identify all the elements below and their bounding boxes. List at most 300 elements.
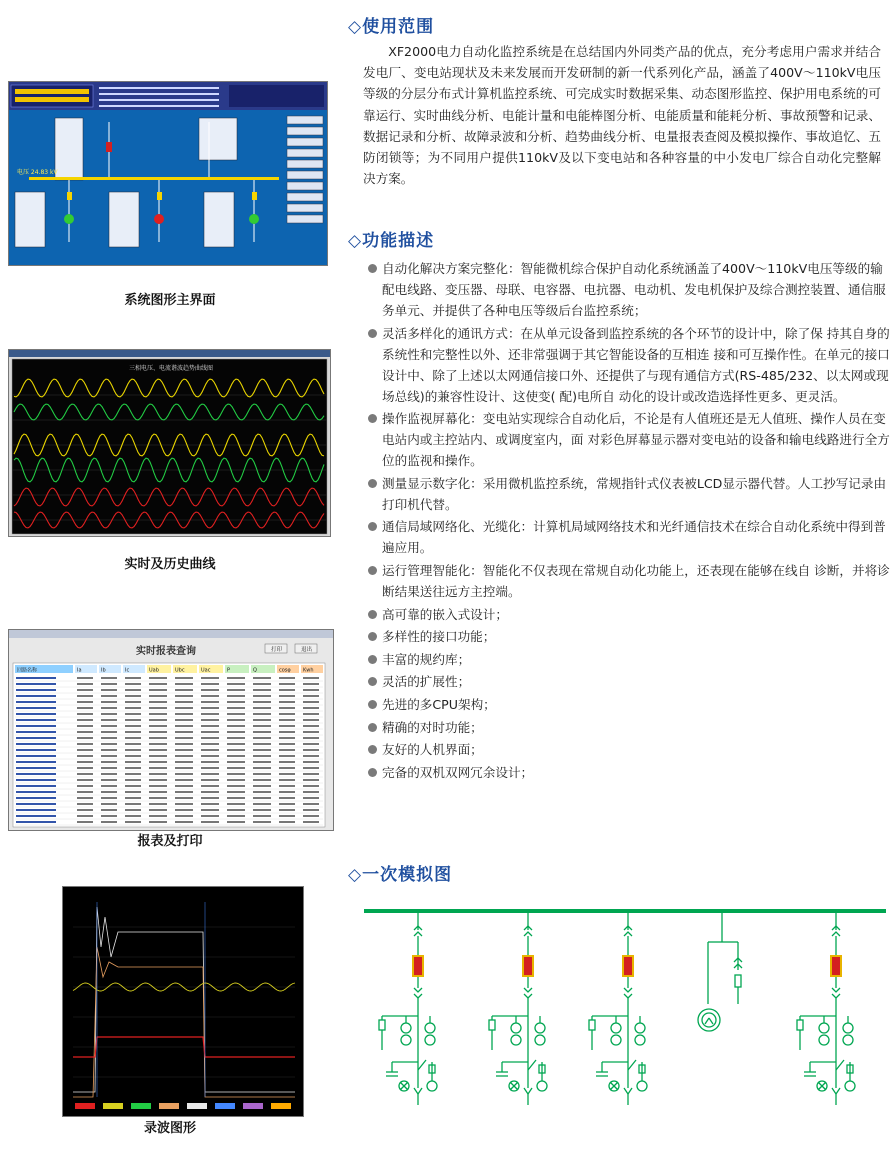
report-row-value [149, 761, 167, 763]
report-row-value [227, 719, 245, 721]
report-row-value [125, 701, 141, 703]
report-row-value [201, 791, 219, 793]
report-row-name [16, 821, 56, 823]
report-row-value [125, 713, 141, 715]
report-row-value [201, 761, 219, 763]
feature-text: 灵活多样化的通讯方式：在从单元设备到监控系统的各个环节的设计中，除了保 持其自身的系统性和完整性以外、还非常强调于其它智能设备的互相连 接和可互操作性。在单元的接口设计中、除了上述以太网通信接口外、还提供了与现有通信方式(RS-485/232、以太网或现场总线)的兼容性设计、这使变( 配)电所自 动化的设计或改造选择性更多、更灵活。 [382, 325, 890, 404]
report-row-value [101, 701, 117, 703]
report-row-value [253, 809, 271, 811]
report-row-value [253, 713, 271, 715]
report-row-value [175, 683, 193, 685]
report-row-name [16, 755, 56, 757]
report-row-value [303, 791, 319, 793]
feature-item [368, 258, 890, 321]
report-row-value [125, 707, 141, 709]
bullet-icon [368, 329, 377, 338]
feature-item [368, 560, 890, 602]
report-row-value [149, 695, 167, 697]
report-row-value [279, 767, 295, 769]
report-row-value [227, 797, 245, 799]
report-row-value [149, 755, 167, 757]
report-row-value [77, 713, 93, 715]
report-row-value [125, 731, 141, 733]
report-row-value [175, 737, 193, 739]
report-row-value [175, 749, 193, 751]
report-row-value [149, 785, 167, 787]
bullet-icon [368, 655, 377, 664]
report-row-value [125, 815, 141, 817]
report-row-value [149, 809, 167, 811]
report-row-value [149, 743, 167, 745]
report-row-value [125, 761, 141, 763]
report-row-value [253, 797, 271, 799]
feature-text: 测量显示数字化：采用微机监控系统，常规指针式仪表被LCD显示器代替。人工抄写记录由打印机代替。 [382, 475, 887, 512]
report-row-value [125, 785, 141, 787]
report-row-value [101, 755, 117, 757]
report-row-value [149, 707, 167, 709]
report-row-name [16, 743, 56, 745]
feature-text: 高可靠的嵌入式设计； [382, 606, 508, 622]
report-row-name [16, 797, 56, 799]
report-row-value [101, 821, 117, 823]
report-row-value [253, 785, 271, 787]
report-row-value [175, 719, 193, 721]
report-row-value [201, 713, 219, 715]
report-row-value [253, 791, 271, 793]
report-row-value [279, 695, 295, 697]
report-row-value [175, 701, 193, 703]
report-row-value [303, 701, 319, 703]
report-row-value [125, 767, 141, 769]
report-exit-label: 退出 [301, 647, 313, 653]
report-row-value [303, 815, 319, 817]
report-row-value [149, 779, 167, 781]
feature-text: 运行管理智能化：智能化不仅表现在常规自动化功能上，还表现在能够在线自 诊断，并将诊断结果送往远方主控端。 [382, 562, 890, 599]
report-title: 实时报表查询 [136, 646, 196, 657]
report-row-value [303, 803, 319, 805]
report-header-label: Uac [201, 667, 211, 674]
bullet-icon [368, 745, 377, 754]
report-row-value [175, 803, 193, 805]
report-row-value [149, 749, 167, 751]
report-row-value [201, 707, 219, 709]
report-row-value [303, 749, 319, 751]
report-row-value [101, 797, 117, 799]
report-row-value [101, 779, 117, 781]
report-row-value [279, 755, 295, 757]
curves-screenshot [8, 349, 331, 537]
curves-title: 三相电压、电流谐波趋势曲线图 [129, 365, 214, 372]
feature-item [368, 604, 890, 625]
report-row-value [279, 779, 295, 781]
report-row-value [253, 743, 271, 745]
report-row-value [253, 815, 271, 817]
bullet-icon [368, 700, 377, 709]
bullet-icon [368, 723, 377, 732]
bullet-icon [368, 677, 377, 686]
report-row-value [101, 683, 117, 685]
feature-item [368, 739, 890, 760]
report-row-value [227, 743, 245, 745]
report-header-label: Ib [101, 667, 106, 674]
report-row-value [303, 821, 319, 823]
report-row-value [303, 731, 319, 733]
report-row-value [125, 677, 141, 679]
report-row-value [227, 695, 245, 697]
report-row-value [77, 677, 93, 679]
report-row-value [125, 719, 141, 721]
report-row-value [101, 803, 117, 805]
bullet-icon [368, 566, 377, 575]
report-row-value [201, 785, 219, 787]
report-row-value [101, 785, 117, 787]
single-line-diagram [350, 900, 890, 1120]
report-row-value [175, 743, 193, 745]
report-row-value [77, 773, 93, 775]
feeder-branch [379, 913, 437, 1105]
report-row-value [175, 761, 193, 763]
report-row-value [303, 707, 319, 709]
report-row-value [227, 707, 245, 709]
report-header-label: Q [253, 667, 257, 674]
report-row-value [101, 707, 117, 709]
report-header-label: cosφ [279, 667, 291, 674]
report-row-value [175, 755, 193, 757]
report-row-value [175, 731, 193, 733]
report-row-value [253, 821, 271, 823]
report-row-value [175, 677, 193, 679]
report-row-value [77, 743, 93, 745]
report-row-name [16, 701, 56, 703]
report-row-value [101, 737, 117, 739]
report-row-name [16, 725, 56, 727]
feeder-group [379, 913, 855, 1105]
feature-item [368, 473, 890, 515]
feeder-branch [489, 913, 547, 1105]
bullet-icon [368, 610, 377, 619]
report-row-value [303, 797, 319, 799]
report-row-value [175, 773, 193, 775]
report-row-value [279, 725, 295, 727]
report-row-value [279, 815, 295, 817]
circuit-breaker-icon [623, 956, 633, 976]
report-row-value [125, 683, 141, 685]
report-row-value [253, 803, 271, 805]
report-row-value [227, 749, 245, 751]
report-row-value [77, 689, 93, 691]
report-header-label: Ic [125, 667, 130, 674]
report-row-value [227, 773, 245, 775]
report-row-value [149, 767, 167, 769]
report-row-value [227, 689, 245, 691]
report-row-value [279, 743, 295, 745]
report-row-value [201, 755, 219, 757]
report-header-label: Kwh [303, 667, 314, 674]
report-row-value [149, 713, 167, 715]
report-row-name [16, 677, 56, 679]
report-row-value [77, 767, 93, 769]
main-interface-graphic [9, 82, 327, 265]
report-row-value [279, 731, 295, 733]
report-row-value [227, 713, 245, 715]
report-row-value [227, 725, 245, 727]
report-row-value [101, 719, 117, 721]
curves-graphic [9, 350, 330, 536]
report-row-value [253, 779, 271, 781]
feature-text: 自动化解决方案完整化：智能微机综合保护自动化系统涵盖了400V～110kV电压等级的输配电线路、变压器、母联、电容器、电抗器、电动机、发电机保护及综合测控装置、通信服务单元、并提供了各种电压等级后台监控系统； [382, 261, 886, 318]
report-header-label: Ia [77, 667, 82, 674]
report-row-name [16, 683, 56, 685]
report-row-value [77, 761, 93, 763]
report-row-value [279, 821, 295, 823]
main-interface-screenshot [8, 81, 328, 266]
report-row-name [16, 767, 56, 769]
report-row-value [253, 773, 271, 775]
report-row-value [201, 731, 219, 733]
report-row-value [101, 815, 117, 817]
report-row-value [77, 707, 93, 709]
report-row-value [227, 809, 245, 811]
report-row-value [279, 737, 295, 739]
report-row-value [253, 695, 271, 697]
report-row-value [149, 797, 167, 799]
report-row-value [253, 755, 271, 757]
circuit-breaker-icon [831, 956, 841, 976]
report-row-value [201, 797, 219, 799]
report-row-value [201, 689, 219, 691]
report-row-value [125, 755, 141, 757]
report-row-value [279, 713, 295, 715]
report-row-value [227, 701, 245, 703]
report-header-label: Uab [149, 667, 159, 674]
report-row-value [303, 773, 319, 775]
report-row-value [253, 731, 271, 733]
bullet-icon [368, 479, 377, 488]
report-row-value [149, 683, 167, 685]
report-row-value [201, 767, 219, 769]
report-row-value [125, 743, 141, 745]
bullet-icon [368, 414, 377, 423]
report-row-value [279, 791, 295, 793]
report-row-value [227, 755, 245, 757]
report-row-value [201, 719, 219, 721]
report-row-value [175, 791, 193, 793]
report-row-value [279, 749, 295, 751]
feature-text: 操作监视屏幕化：变电站实现综合自动化后，不论是有人值班还是无人值班、操作人员在变电站内或主控站内、或调度室内，面 对彩色屏幕显示器对变电站的设备和输电线路进行全方位的监视和操作。 [382, 411, 890, 469]
report-row-value [303, 683, 319, 685]
feeder-branch [797, 913, 855, 1105]
report-row-name [16, 731, 56, 733]
report-row-value [253, 701, 271, 703]
report-row-value [101, 809, 117, 811]
report-row-value [77, 701, 93, 703]
report-row-value [279, 719, 295, 721]
report-row-value [303, 689, 319, 691]
feeder-branch [589, 913, 647, 1105]
circuit-breaker-icon [523, 956, 533, 976]
report-row-value [253, 683, 271, 685]
report-row-value [227, 791, 245, 793]
circuit-breaker-icon [413, 956, 423, 976]
report-row-value [227, 767, 245, 769]
report-header-label: P [227, 667, 231, 674]
report-row-value [77, 779, 93, 781]
bus-voltage-label: 电压 24.83 kV [17, 169, 58, 176]
report-row-value [125, 725, 141, 727]
report-row-value [125, 821, 141, 823]
report-row-name [16, 773, 56, 775]
report-row-value [227, 779, 245, 781]
report-row-value [77, 737, 93, 739]
report-row-value [101, 743, 117, 745]
report-row-value [175, 725, 193, 727]
report-row-value [279, 797, 295, 799]
report-row-name [16, 761, 56, 763]
report-row-value [175, 815, 193, 817]
caption-main-interface: 系统图形主界面 [124, 293, 216, 308]
feature-text: 友好的人机界面； [382, 742, 483, 758]
caption-report: 报表及打印 [137, 834, 203, 849]
report-row-value [303, 785, 319, 787]
report-row-value [125, 797, 141, 799]
report-row-value [149, 737, 167, 739]
report-graphic [9, 630, 333, 830]
report-row-value [201, 677, 219, 679]
feature-item [368, 626, 890, 647]
report-row-value [149, 701, 167, 703]
report-row-value [227, 821, 245, 823]
report-row-value [101, 773, 117, 775]
report-print-label: 打印 [271, 647, 283, 653]
report-row-name [16, 737, 56, 739]
report-row-value [279, 773, 295, 775]
report-header-label: 回路名称 [17, 667, 38, 674]
feature-text: 通信局域网络化、光缆化：计算机局域网络技术和光纤通信技术在综合自动化系统中得到普遍应用。 [382, 519, 886, 556]
report-row-name [16, 695, 56, 697]
report-row-name [16, 689, 56, 691]
report-row-value [227, 785, 245, 787]
report-row-value [175, 707, 193, 709]
report-row-value [101, 713, 117, 715]
report-row-value [303, 761, 319, 763]
report-row-value [201, 821, 219, 823]
report-row-value [175, 695, 193, 697]
feature-item [368, 323, 890, 407]
report-row-value [149, 773, 167, 775]
report-row-value [279, 701, 295, 703]
report-row-name [16, 749, 56, 751]
report-row-value [77, 755, 93, 757]
waveform-screenshot [62, 886, 304, 1117]
report-row-value [101, 761, 117, 763]
report-row-value [101, 689, 117, 691]
report-row-value [201, 815, 219, 817]
report-row-value [77, 749, 93, 751]
report-row-value [279, 689, 295, 691]
report-row-value [101, 749, 117, 751]
report-row-name [16, 809, 56, 811]
report-row-name [16, 719, 56, 721]
report-row-value [303, 755, 319, 757]
report-row-value [279, 761, 295, 763]
report-row-value [175, 713, 193, 715]
report-row-value [125, 749, 141, 751]
heading-functions: ◇功能描述 [348, 231, 435, 251]
feature-item [368, 671, 890, 692]
report-row-value [77, 791, 93, 793]
report-row-value [149, 791, 167, 793]
report-row-value [149, 725, 167, 727]
report-row-value [77, 719, 93, 721]
report-row-value [149, 731, 167, 733]
report-row-value [253, 677, 271, 679]
report-row-value [227, 803, 245, 805]
report-row-value [279, 803, 295, 805]
report-row-value [253, 767, 271, 769]
scope-paragraph [363, 41, 881, 189]
report-row-value [175, 797, 193, 799]
report-row-value [253, 737, 271, 739]
report-row-value [201, 683, 219, 685]
bullet-icon [368, 264, 377, 273]
report-row-value [279, 809, 295, 811]
feature-item [368, 762, 890, 783]
report-row-value [149, 677, 167, 679]
report-row-value [303, 695, 319, 697]
bullet-icon [368, 522, 377, 531]
report-row-value [125, 803, 141, 805]
report-row-value [125, 809, 141, 811]
report-row-value [303, 737, 319, 739]
feature-list [368, 258, 890, 784]
feature-item [368, 516, 890, 558]
report-row-value [303, 743, 319, 745]
feature-item [368, 649, 890, 670]
feature-text: 完备的双机双网冗余设计； [382, 764, 534, 780]
main-busbar [364, 909, 886, 913]
report-row-value [77, 785, 93, 787]
report-row-value [201, 737, 219, 739]
waveform-graphic [63, 887, 303, 1116]
report-row-value [175, 785, 193, 787]
report-row-value [227, 677, 245, 679]
report-row-value [227, 815, 245, 817]
feature-text: 多样性的接口功能； [382, 629, 496, 645]
report-row-value [253, 689, 271, 691]
bullet-icon [368, 632, 377, 641]
report-row-value [125, 689, 141, 691]
report-row-name [16, 707, 56, 709]
report-row-value [253, 761, 271, 763]
report-row-value [201, 773, 219, 775]
feature-text: 先进的多CPU架构； [382, 696, 496, 712]
report-row-value [279, 677, 295, 679]
report-row-name [16, 791, 56, 793]
report-row-value [175, 779, 193, 781]
report-row-value [201, 749, 219, 751]
report-row-name [16, 779, 56, 781]
transformer-branch [698, 913, 742, 1031]
report-row-value [125, 791, 141, 793]
report-row-value [279, 785, 295, 787]
heading-scope: ◇使用范围 [348, 17, 435, 37]
report-header-label: Ubc [175, 667, 185, 674]
report-row-value [125, 773, 141, 775]
report-row-value [149, 815, 167, 817]
report-row-value [125, 737, 141, 739]
caption-curves: 实时及历史曲线 [124, 557, 216, 572]
heading-diagram: ◇一次模拟图 [348, 865, 453, 885]
